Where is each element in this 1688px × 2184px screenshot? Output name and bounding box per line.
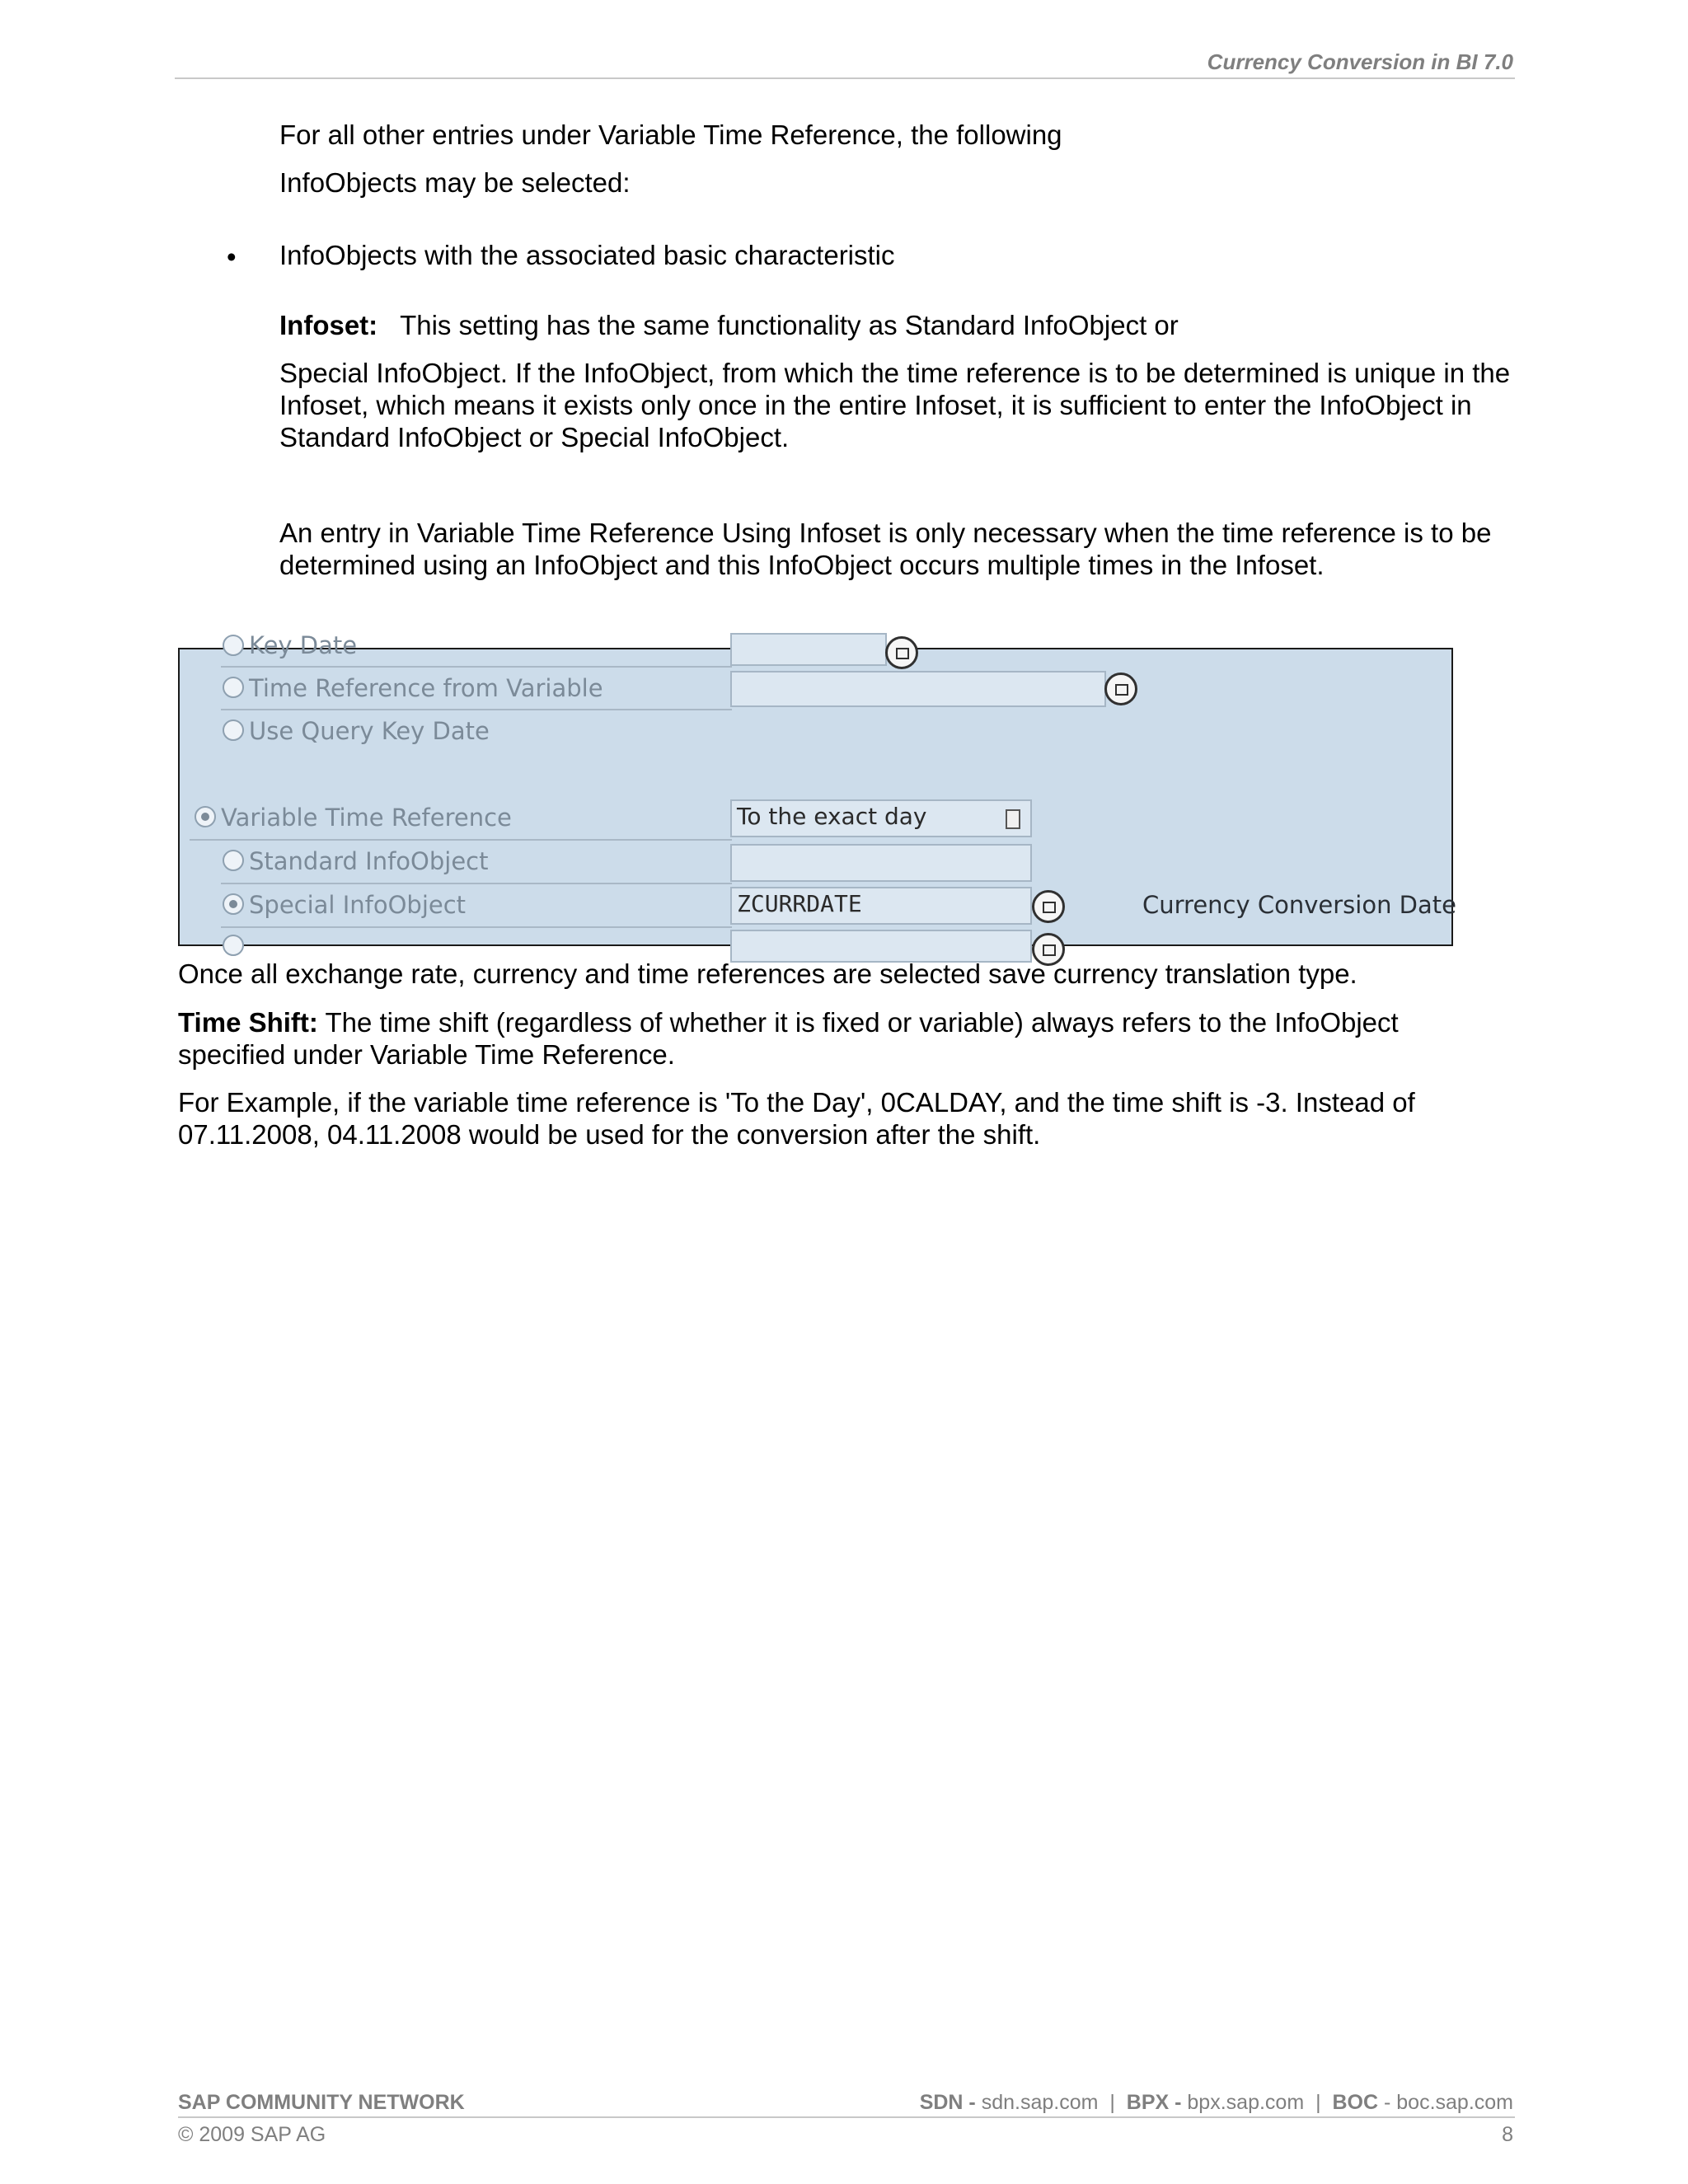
footer-divider: [178, 2116, 1515, 2118]
special-infoobject-label: Special InfoObject: [249, 891, 467, 919]
bullet-marker: •: [227, 241, 237, 272]
footer-links: [920, 2091, 1513, 2115]
infoset-paragraph: Special InfoObject. If the InfoObject, from which the time reference is to be determined is unique in the Infoset, which means it exists only once in the entire Infoset, it is sufficient to enter the InfoObject in Standard InfoObject or Special InfoObject.: [279, 358, 1511, 452]
standard-infoobject-radio[interactable]: [223, 850, 244, 871]
timeshift-paragraph: [178, 1006, 1464, 1071]
dropdown-list-icon[interactable]: [1006, 809, 1020, 829]
key-date-label: Key Date: [249, 631, 358, 659]
header-divider: [175, 77, 1515, 79]
intro-line-2: InfoObjects may be selected:: [279, 167, 631, 198]
footer-bpx-label: BPX -: [1126, 2091, 1182, 2114]
time-ref-variable-field[interactable]: [730, 671, 1106, 707]
time-ref-variable-help-icon[interactable]: [1104, 673, 1137, 705]
infoset-line: [279, 309, 1516, 341]
next-option-radio[interactable]: [223, 935, 244, 956]
footer-sdn-link[interactable]: sdn.sap.com: [981, 2091, 1099, 2114]
infoset-text: This setting has the same functionality as Standard InfoObject or: [400, 310, 1179, 340]
row-divider: [221, 666, 732, 668]
special-infoobject-field[interactable]: [730, 887, 1032, 925]
page-number: 8: [1502, 2123, 1513, 2146]
footer-separator: |: [1109, 2091, 1115, 2114]
key-date-radio[interactable]: [223, 635, 244, 656]
document-header-title: Currency Conversion in BI 7.0: [1207, 49, 1513, 74]
footer-boc-link[interactable]: - boc.sap.com: [1383, 2091, 1513, 2114]
variable-time-ref-value: To the exact day: [737, 803, 927, 830]
query-key-date-label: Use Query Key Date: [249, 717, 490, 745]
intro-line-1: For all other entries under Variable Time Reference, the following: [279, 120, 1062, 150]
time-ref-variable-label: Time Reference from Variable: [249, 674, 603, 702]
infoset-label: Infoset:: [279, 310, 378, 340]
query-key-date-radio[interactable]: [223, 719, 244, 741]
special-infoobject-radio[interactable]: [223, 893, 244, 915]
footer-copyright: © 2009 SAP AG: [178, 2123, 326, 2146]
time-ref-variable-radio[interactable]: [223, 677, 244, 698]
footer-boc-label: BOC: [1332, 2091, 1379, 2114]
special-infoobject-help-icon[interactable]: [1032, 890, 1065, 923]
footer-network: SAP COMMUNITY NETWORK: [178, 2091, 465, 2114]
footer-bpx-link[interactable]: bpx.sap.com: [1187, 2091, 1305, 2114]
row-divider: [190, 839, 732, 841]
variable-time-ref-label: Variable Time Reference: [221, 804, 512, 832]
row-divider: [221, 926, 732, 928]
bullet-item: InfoObjects with the associated basic characteristic: [279, 240, 895, 270]
entry-paragraph: An entry in Variable Time Reference Using Infoset is only necessary when the time reference is to be determined using an InfoObject and this InfoObject occurs multiple times in the Infoset.: [279, 518, 1492, 580]
key-date-help-icon[interactable]: [885, 636, 918, 669]
special-infoobject-description: Currency Conversion Date: [1142, 891, 1456, 919]
variable-time-ref-select[interactable]: [730, 799, 1032, 837]
example-paragraph: For Example, if the variable time reference is 'To the Day', 0CALDAY, and the time shift is -3. Instead of 07.11.2008, 04.11.2008 would be used for the conversion after the shift.: [178, 1087, 1415, 1150]
row-divider: [221, 883, 732, 884]
timeshift-label: Time Shift:: [178, 1007, 318, 1038]
footer-sdn-label: SDN -: [919, 2091, 976, 2114]
variable-time-ref-radio[interactable]: [195, 806, 216, 827]
standard-infoobject-field[interactable]: [730, 844, 1032, 882]
key-date-field[interactable]: [730, 633, 887, 666]
special-infoobject-value: ZCURRDATE: [737, 890, 862, 917]
timeshift-text: The time shift (regardless of whether it is fixed or variable) always refers to the InfoObject specified under Variable Time Reference.: [178, 1007, 1399, 1070]
standard-infoobject-label: Standard InfoObject: [249, 847, 489, 875]
row-divider: [221, 709, 732, 710]
once-paragraph: Once all exchange rate, currency and time references are selected save currency translation type.: [178, 958, 1357, 989]
sap-settings-screenshot: [178, 631, 1456, 946]
footer-separator: |: [1315, 2091, 1321, 2114]
